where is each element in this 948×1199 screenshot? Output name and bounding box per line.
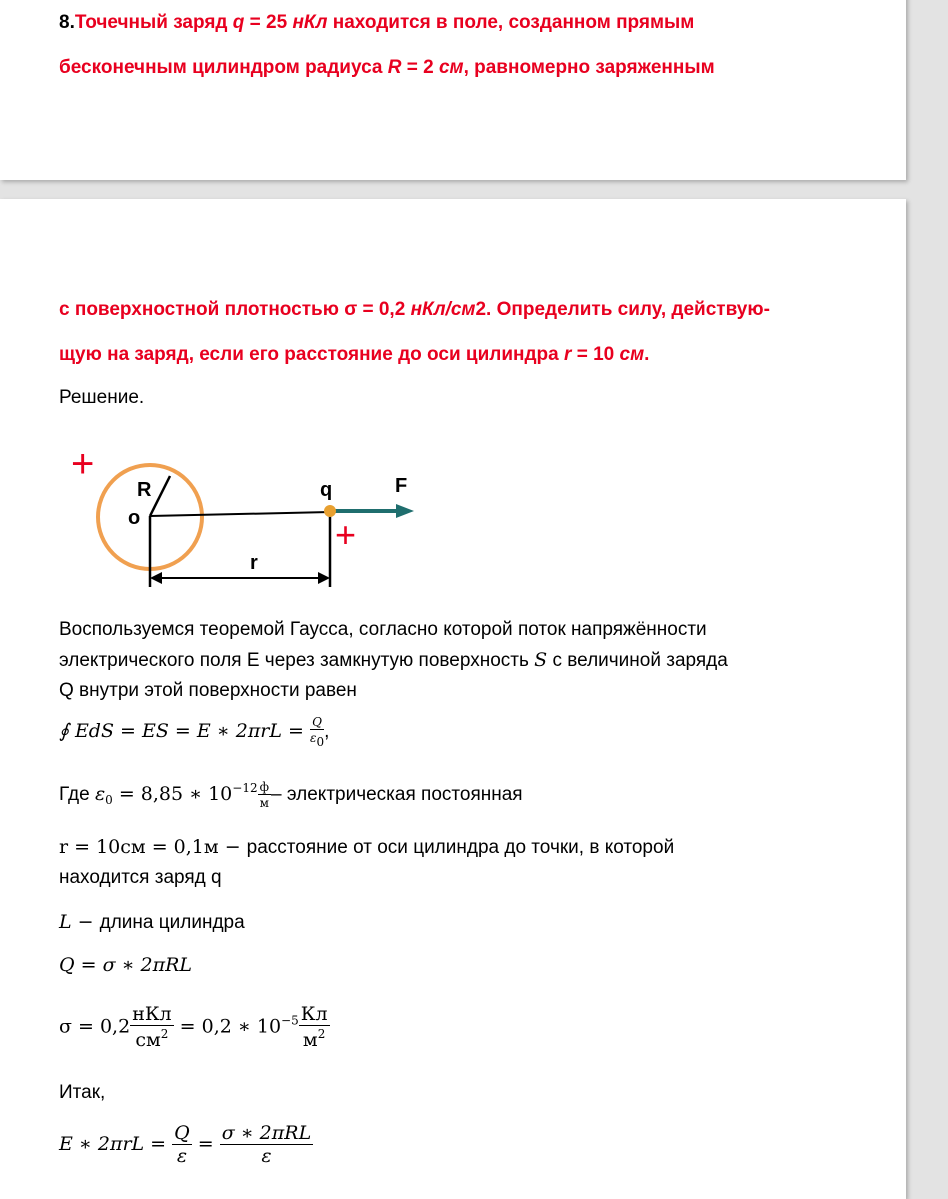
dim-arrow-left <box>150 572 162 584</box>
L-definition: L − длина цилиндра <box>59 911 245 933</box>
equation-gauss: ∮ EdS = ES = E ∗ 2πrL = $\frac{Q}{\varepsilon_0}$ , <box>59 715 330 749</box>
gauss-text-1: Воспользуемся теоремой Гаусса, согласно которой поток напряжённости <box>59 619 707 640</box>
Q-equation: Q = σ ∗ 2πRL <box>59 954 193 976</box>
gauss-text-3: Q внутри этой поверхности равен <box>59 680 357 701</box>
page-sheet-1 <box>0 0 906 180</box>
label-o: o <box>128 507 141 529</box>
sigma-equation: σ = 0,2 $\frac{\text{нКл}}{см^2}$ = 0,2 ∗ $10^{-5}$ $\frac{Кл}{м^2}$ <box>59 1003 328 1051</box>
r-definition: r = 10см = 0,1м − расстояние от оси цилиндра до точки, в которой <box>59 836 675 858</box>
final-equation: E ∗ 2πrL = $\frac{Q}{\varepsilon}$ = $\frac{\text{σ ∗ 2πRL}}{\varepsilon}$ <box>59 1122 312 1167</box>
problem-line-4: щую на заряд, если его расстояние до оси цилиндра r = 10 см. <box>59 344 650 365</box>
solution-label: Решение. <box>59 387 145 408</box>
cylinder-field-diagram <box>60 444 440 594</box>
problem-line-2: бесконечным цилиндром радиуса R = 2 см, равномерно заряженным <box>59 57 715 78</box>
r-definition-2: находится заряд q <box>59 867 222 888</box>
dim-arrow-right <box>318 572 330 584</box>
label-r: r <box>250 552 258 574</box>
plus-sign-left: + <box>71 444 95 486</box>
force-arrowhead <box>396 504 414 518</box>
label-R: R <box>137 479 152 501</box>
axis-line <box>150 512 330 516</box>
gauss-text-2: электрического поля E через замкнутую поверхность S с величиной заряда <box>59 649 728 671</box>
problem-number: 8. <box>59 12 75 33</box>
plus-sign-right: + <box>335 514 357 555</box>
epsilon-definition: Где $\varepsilon_0 = 8,85$ ∗ $10^{-12}$ $\frac{ф}{м}$ – электрическая постоянная <box>59 780 523 810</box>
label-q: q <box>320 479 333 501</box>
radius-line <box>150 476 170 516</box>
problem-line-3: с поверхностной плотностью σ = 0,2 нКл/см2. Определить силу, действую- <box>59 299 770 320</box>
problem-line-1: 8.Точечный заряд q = 25 нКл находится в поле, созданном прямым <box>59 12 695 33</box>
page-sheet-2 <box>0 199 906 1199</box>
itak-label: Итак, <box>59 1082 106 1103</box>
label-F: F <box>395 475 408 497</box>
